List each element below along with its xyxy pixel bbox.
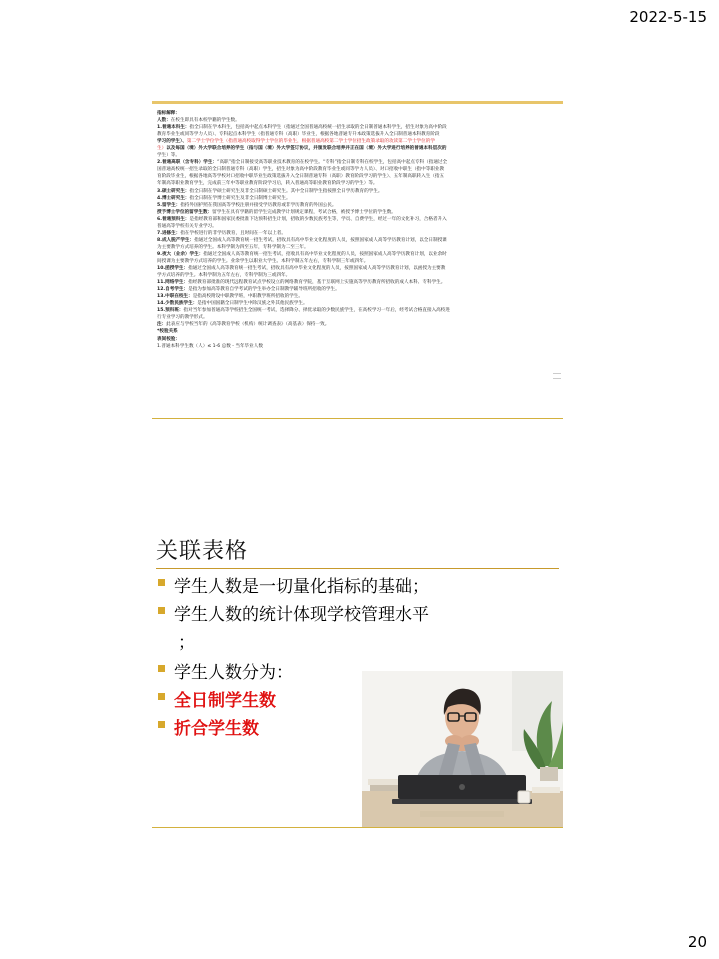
definition-text: 表间校验： bbox=[157, 336, 180, 342]
definition-text: 在校生即具有本校学籍的学生数。 bbox=[170, 118, 240, 124]
slide-indicator-definitions bbox=[152, 101, 563, 419]
definition-text: 指通过全国成人高等教育统一招生考试，招收具有高中毕业文化程度的人员，按照国家成人高等学历教育计划，以全日制授课 bbox=[194, 237, 447, 243]
definition-line bbox=[157, 272, 557, 279]
bullet-square-icon bbox=[158, 693, 165, 700]
definition-text: 指全日制在学硕士研究生及非全日制硕士研究生。其中全日制学生指按照全日学历教育的学生。 bbox=[189, 188, 383, 194]
definition-line bbox=[157, 117, 557, 124]
definition-text: 以及每国（境）外大学联合培养的学生（指与国（境）外大学签订协议，并颁发联合培养并正在国（境）外大学进行培养的普通本科层次的 bbox=[166, 146, 447, 152]
definition-line bbox=[157, 110, 557, 117]
definition-text: 指在学校进行的非学历教育，且时间在一年以上者。 bbox=[180, 230, 286, 236]
slide-top-bar bbox=[152, 101, 563, 104]
definition-text: 年制高等职业教育学生，完成前三年中等职业教育阶段学习后，转入普通高等职业教育阶段学习的学生）等。 bbox=[157, 181, 378, 187]
definition-text: 人数： bbox=[157, 118, 171, 124]
definition-line bbox=[157, 195, 557, 202]
definition-text: 指通过全国成人高等教育统一招生考试，招收具有高中毕业文化程度的人员，按照国家成人高等学历教育计划，以函授为主要教 bbox=[188, 266, 446, 272]
definition-text: 10.函授学生： bbox=[157, 266, 189, 272]
definition-text: 指通过全国成人高等教育统一招生考试，招收具有高中毕业文化程度的人员，按照国家成人高等学历教育计划，以业余时 bbox=[203, 251, 447, 257]
definition-text: 间授课为主要教学方式培养的学生。业余学生以职业大学生。本科学制五年左右，专科学制三年或四年。 bbox=[157, 258, 369, 264]
definition-line bbox=[157, 293, 557, 300]
definition-text: 3.硕士研究生： bbox=[157, 188, 190, 194]
definition-text: *校验关系 bbox=[157, 329, 178, 335]
definition-text: 12.自考学生： bbox=[157, 287, 189, 293]
definition-line bbox=[157, 180, 557, 187]
definition-text: 指持外国护照在我国高等学校注册并接受学历教育或非学历教育的外国公民。 bbox=[180, 202, 337, 208]
definition-text: 教育毕业生或同等学力人员）、专科起点本科学生（指普通专科（高职）毕业生，根据各地普通专升本政策选拔升入全日制普通本科教育阶段 bbox=[157, 132, 440, 138]
definition-line bbox=[157, 138, 557, 145]
definition-text: 1.普通本科学生数（人）≤ 1-6 总数 - 当年毕业人数 bbox=[157, 343, 263, 349]
definition-text: 授予博士学位的留学生数： bbox=[157, 209, 213, 215]
date-header: 2022-5-15 bbox=[629, 8, 707, 26]
definition-text: 留学生在具有学籍的留学生完成教学计划规定课程，考试合格，被授予博士学位的学生数。 bbox=[212, 209, 396, 215]
definition-line bbox=[157, 230, 557, 237]
definition-line bbox=[157, 244, 557, 251]
definition-text: 指全日制在学博士研究生及非全日制博士研究生。 bbox=[189, 195, 291, 201]
definition-line bbox=[157, 321, 557, 328]
definition-line bbox=[157, 188, 557, 195]
slide-side-marker bbox=[553, 373, 561, 379]
definition-text: 11.网络学生： bbox=[157, 280, 189, 286]
definition-line bbox=[157, 159, 557, 166]
definition-text: 2.普通高职（含专科）学生： bbox=[157, 160, 218, 166]
photo-illustration bbox=[362, 671, 563, 828]
definition-text: 13.中职在校生： bbox=[157, 294, 193, 300]
definition-text: 是指中国国籍全日制学生中除汉族之外其他民族学生。 bbox=[197, 301, 308, 307]
page-number: 20 bbox=[687, 933, 707, 951]
definition-text: 育阶段毕业生，根据各地高等学校对口招收中职毕业生政策选拔升入全日制普通专科（高职）教育阶段学习的学生）、五年制高职转入生（指五 bbox=[157, 174, 445, 180]
definition-text: “高职”指全日制接受高等职业技术教育的在校学生。“专科”指全日制专科在校学生，包括高中起点专科（指通过全 bbox=[217, 160, 448, 166]
definition-text: 9.夜大（业余）学生： bbox=[157, 251, 204, 257]
definition-line bbox=[157, 216, 557, 223]
definition-text: 5.留学生： bbox=[157, 202, 181, 208]
bullet-continuation: ； bbox=[178, 633, 195, 653]
definition-text: 14.少数民族学生： bbox=[157, 301, 198, 307]
slide-bottom-rule bbox=[152, 827, 563, 829]
definition-text: 15.预科班： bbox=[157, 308, 184, 314]
slide-title: 关联表格 bbox=[156, 539, 249, 564]
definition-line bbox=[157, 314, 557, 321]
definition-text: 学习的学生）、 bbox=[157, 139, 187, 145]
definition-text: 第二学士学位学生（指普通高校取得学士学位的毕业生，根据普通高校第二学士学位招生政策录取的攻读第二学士学位的学 bbox=[186, 139, 435, 145]
bullet-square-icon bbox=[158, 721, 165, 728]
definition-text: 国普通高校统一招生录取的全日制普通专科（高职）学生，招生对象为高中阶段教育毕业生或同等学力人员）、对口招收中职生（指中等职业教 bbox=[157, 167, 445, 173]
definition-line bbox=[157, 152, 557, 159]
definition-text: 是指高校附设中职教学班，中职教学班所招收的学生。 bbox=[192, 294, 303, 300]
bullet-square-icon bbox=[158, 579, 165, 586]
student-laptop-photo bbox=[362, 671, 563, 828]
definition-text: 7.进修生： bbox=[157, 230, 181, 236]
definition-line bbox=[157, 124, 557, 131]
definition-text: 普通高等学校有关专业学习。 bbox=[157, 223, 217, 229]
definition-line bbox=[157, 336, 557, 343]
definition-line bbox=[157, 328, 557, 335]
definition-line bbox=[157, 300, 557, 307]
definitions-text-block bbox=[157, 110, 557, 350]
definition-text: 是指为参加高等教育自学考试的学生举办全日制教学辅导班所招收的学生。 bbox=[188, 287, 340, 293]
definition-line bbox=[157, 223, 557, 230]
definition-line bbox=[157, 209, 557, 216]
definition-text: 指全日制在学本科生，包括高中起点本科学生（指通过全国普通高校统一招生录取的全日制普通本科学生，招生对象为高中阶段 bbox=[189, 125, 447, 131]
definition-line bbox=[157, 286, 557, 293]
bullet-square-icon bbox=[158, 665, 165, 672]
definition-text: 行专业学习的教学形式。 bbox=[157, 315, 208, 321]
laptop-icon bbox=[392, 775, 532, 804]
definition-line bbox=[157, 202, 557, 209]
definition-text: 学生）等。 bbox=[157, 153, 180, 159]
definition-text: 此表应与学校当年的《高等教育学校（机构）统计调查表》（高基表）保持一致。 bbox=[166, 322, 330, 328]
definition-line bbox=[157, 166, 557, 173]
definition-line bbox=[157, 145, 557, 152]
definition-line bbox=[157, 258, 557, 265]
definition-text: 8.成人脱产学生： bbox=[157, 237, 195, 243]
definition-text: 指标解释： bbox=[157, 111, 180, 116]
title-underline bbox=[156, 568, 559, 569]
definition-text: 4.博士研究生： bbox=[157, 195, 190, 201]
definition-line bbox=[157, 265, 557, 272]
definition-text: 6.普通预科生： bbox=[157, 216, 190, 222]
definition-line bbox=[157, 237, 557, 244]
definition-line bbox=[157, 307, 557, 314]
bullet-square-icon bbox=[158, 607, 165, 614]
definition-text: 是指经教育部和国家民委批准下达预科招生计划，招收的少数民族考生等，学员、自费学生，经过一年的文化补习，合格者升入 bbox=[189, 216, 447, 222]
definition-line bbox=[157, 343, 557, 350]
definition-line bbox=[157, 279, 557, 286]
slide-bottom-rule bbox=[152, 418, 563, 420]
definition-text: 指对当年参加普通高等学校招生全国统一考试，选择降分、择优录取的少数民族学生，在高校学习一年后，经考试合格直接入高校进 bbox=[183, 308, 450, 314]
definition-line bbox=[157, 131, 557, 138]
slide-related-tables: 关联表格 学生人数是一切量化指标的基础； 学生人数的统计体现学校管理水平 ； 学生人数分为： 全日制学生数 折合学生数 bbox=[152, 532, 563, 828]
definition-text: 为主要教学方式培养的学生。本科学制为四至五年，专科学制为二至三年。 bbox=[157, 244, 309, 250]
definition-text: 1.普通本科生： bbox=[157, 125, 190, 131]
definition-text: 生） bbox=[157, 146, 167, 152]
definition-text: 指经教育部批准的现代远程教育试点学校设立的网络教育学院，基于互联网上实施高等学历教育所招收的成人本科、专科学生。 bbox=[188, 280, 446, 286]
definition-line bbox=[157, 251, 557, 258]
definition-text: 注： bbox=[157, 322, 167, 328]
definition-line bbox=[157, 173, 557, 180]
definition-text: 学方式培养的学生。本科学制为五年左右，专科学制为三或四年。 bbox=[157, 273, 291, 279]
